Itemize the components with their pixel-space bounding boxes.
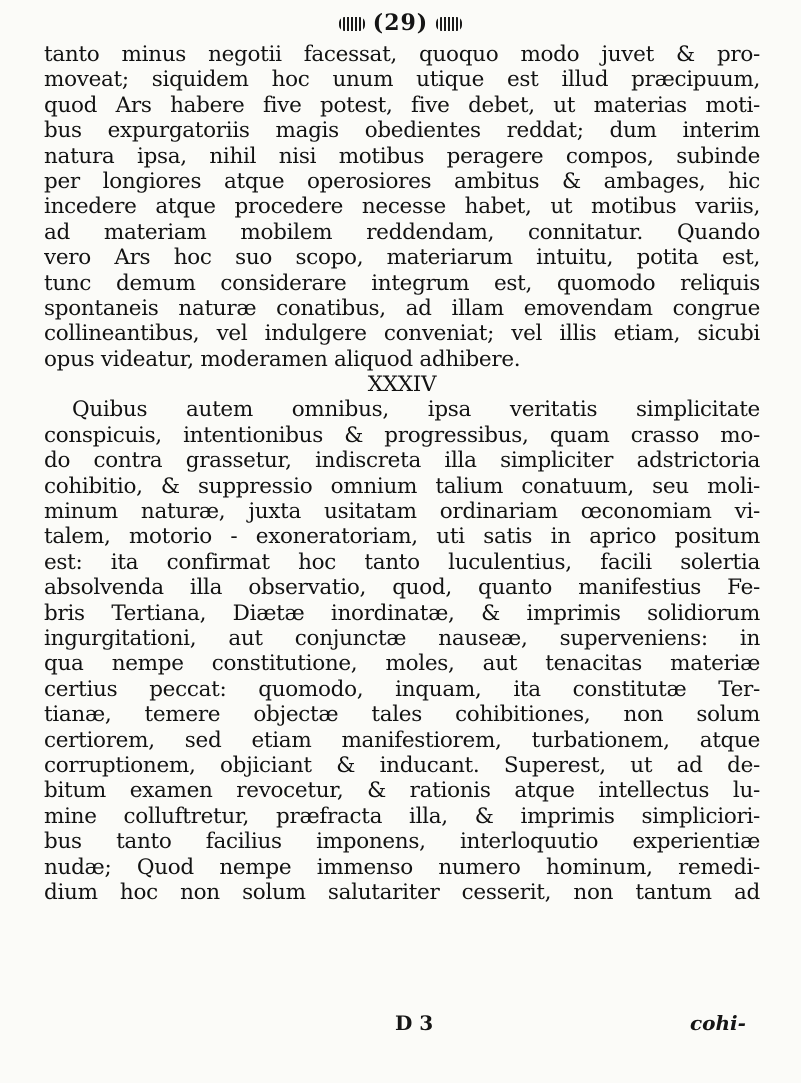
text-line: bus tanto facilius imponens, interloquutio experientiæ xyxy=(44,829,760,855)
text-line: opus videatur, moderamen aliquod adhibere. xyxy=(44,346,521,372)
text-line: quod Ars habere five potest, five debet, ut materias moti- xyxy=(44,92,760,118)
text-line: nudæ; Quod nempe immenso numero hominum, remedi- xyxy=(44,854,760,880)
text-line: ingurgitationi, aut conjunctæ nauseæ, superveniens: in xyxy=(44,625,760,651)
text-line: dium hoc non solum salutariter cesserit, non tantum ad xyxy=(44,879,760,905)
text-line: natura ipsa, nihil nisi motibus peragere compos, subinde xyxy=(44,143,760,169)
text-line: moveat; siquidem hoc unum utique est illud præcipuum, xyxy=(44,67,760,93)
text-line: bitum examen revocetur, & rationis atque intellectus lu- xyxy=(44,778,760,804)
text-line: tianæ, temere objectæ tales cohibitiones, non solum xyxy=(44,702,760,728)
catchword: cohi- xyxy=(690,1011,746,1035)
body-text xyxy=(44,42,760,905)
section-number: XXXIV xyxy=(367,372,437,398)
text-line: mine colluftretur, præfracta illa, & imprimis simpliciori- xyxy=(44,803,760,829)
text-line: per longiores atque operosiores ambitus & ambages, hic xyxy=(44,168,760,194)
signature-mark: D 3 xyxy=(395,1011,434,1035)
text-line: collineantibus, vel indulgere conveniat; vel illis etiam, sicubi xyxy=(44,321,760,347)
text-line: certius peccat: quomodo, inquam, ita constitutæ Ter- xyxy=(44,676,760,702)
text-line: corruptionem, objiciant & inducant. Superest, ut ad de- xyxy=(44,752,760,778)
text-line: talem, motorio - exoneratoriam, uti satis in aprico positum xyxy=(44,524,760,550)
running-head xyxy=(0,10,801,36)
text-line: tanto minus negotii facessat, quoquo modo juvet & pro- xyxy=(44,42,760,67)
right-ornament-icon xyxy=(436,17,462,31)
text-line: Quibus autem omnibus, ipsa veritatis simplicitate xyxy=(72,397,760,423)
text-line: conspicuis, intentionibus & progressibus, quam crasso mo- xyxy=(44,422,760,448)
text-line: certiorem, sed etiam manifestiorem, turbationem, atque xyxy=(44,727,760,753)
text-line: do contra grassetur, indiscreta illa simpliciter adstrictoria xyxy=(44,448,760,474)
text-line: incedere atque procedere necesse habet, ut motibus variis, xyxy=(44,194,760,220)
left-ornament-icon xyxy=(339,17,365,31)
text-line: absolvenda illa observatio, quod, quanto manifestius Fe- xyxy=(44,575,760,601)
text-line: cohibitio, & suppressio omnium talium conatuum, seu moli- xyxy=(44,473,760,499)
text-line: bris Tertiana, Diætæ inordinatæ, & imprimis solidiorum xyxy=(44,600,760,626)
page-number: (29) xyxy=(372,10,429,36)
text-line: minum naturæ, juxta usitatam ordinariam œconomiam vi- xyxy=(44,499,760,525)
text-line: bus expurgatoriis magis obedientes reddat; dum interim xyxy=(44,118,760,144)
text-line: vero Ars hoc suo scopo, materiarum intuitu, potita est, xyxy=(44,245,760,271)
text-line: ad materiam mobilem reddendam, connitatur. Quando xyxy=(44,219,760,245)
text-line: est: ita confirmat hoc tanto luculentius, facili solertia xyxy=(44,549,760,575)
text-line: tunc demum considerare integrum est, quomodo reliquis xyxy=(44,270,760,296)
text-line: qua nempe constitutione, moles, aut tenacitas materiæ xyxy=(44,651,760,677)
text-line: spontaneis naturæ conatibus, ad illam emovendam congrue xyxy=(44,295,760,321)
